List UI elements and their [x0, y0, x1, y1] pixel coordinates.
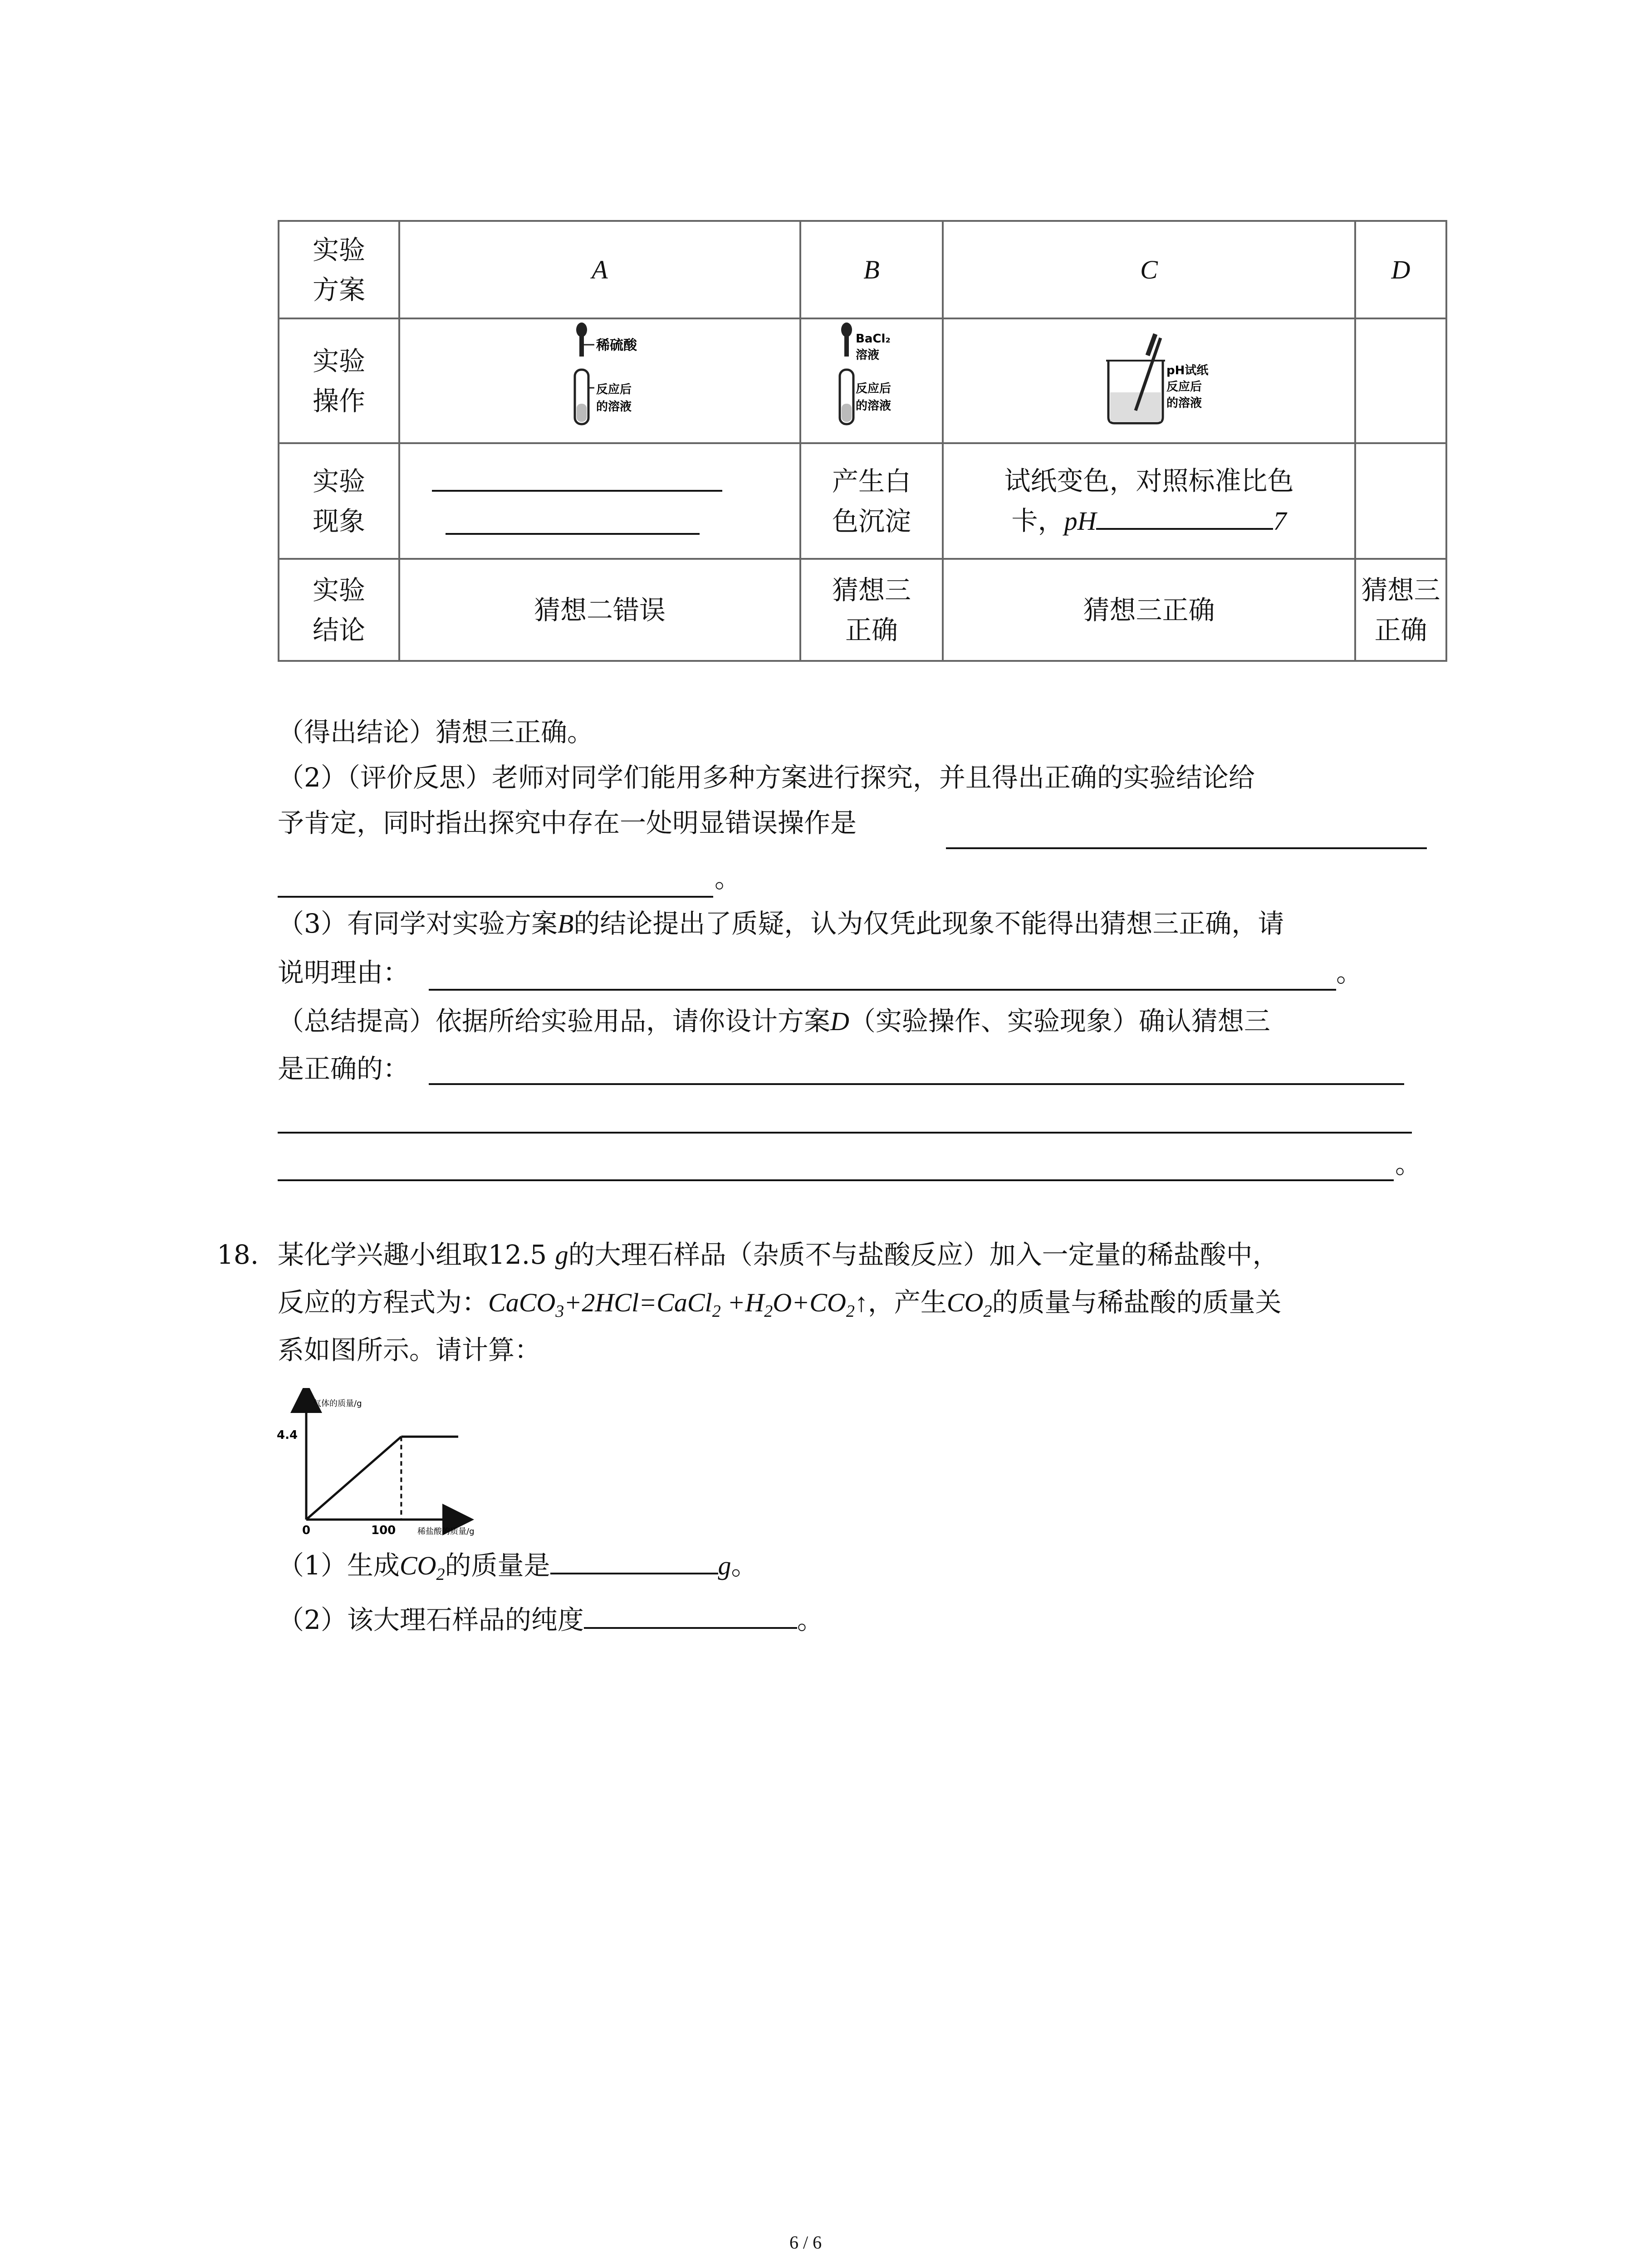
- sub1-unit-g: g: [718, 1551, 731, 1580]
- phenomenon-c-cell: [943, 443, 1355, 559]
- phenomenon-c-ph: pH: [1064, 506, 1097, 536]
- operation-c-cell: [943, 318, 1355, 443]
- q18-unit-g: g: [555, 1240, 568, 1270]
- x-axis-label: 稀盐酸的质量/g: [417, 1527, 475, 1536]
- row-conclusion-label-text: 实验 结论: [312, 574, 365, 645]
- op-c-label-1: pH试纸: [1166, 364, 1208, 377]
- y-tick-4-4: 4.4: [277, 1428, 298, 1442]
- row-operation-label: [279, 318, 399, 443]
- op-c-label-3: 的溶液: [1166, 396, 1202, 410]
- q3-line2: 说明理由：: [278, 957, 410, 988]
- test-tube-dropper-a-icon: [541, 320, 659, 431]
- summary-line1-c: （实验操作、实验现象）确认猜想三: [849, 1006, 1270, 1036]
- phenomenon-b-text: 产生白 色沉淀: [832, 465, 911, 537]
- header-col-b: B: [800, 221, 943, 318]
- phenomenon-a-blanks[interactable]: [400, 449, 799, 553]
- summary-blank-3[interactable]: [278, 1179, 1394, 1181]
- operation-a-cell: [399, 318, 800, 443]
- co2-mass-chart: [268, 1388, 513, 1538]
- sub1-period: 。: [731, 1550, 758, 1581]
- q2-period: 。: [715, 863, 741, 894]
- phenomenon-a-blank-2[interactable]: [446, 533, 700, 535]
- conclusion-d-text: 猜想三 正确: [1361, 574, 1440, 645]
- q18-line1-b: 的大理石样品（杂质不与盐酸反应）加入一定量的稀盐酸中，: [568, 1239, 1279, 1270]
- op-a-bottom-label-1: 反应后: [596, 383, 632, 396]
- operation-d-cell: [1355, 318, 1446, 443]
- phenomenon-a-blank-1[interactable]: [432, 490, 722, 492]
- q18-line3: 系如图所示。请计算：: [278, 1334, 541, 1365]
- summary-period: 。: [1395, 1149, 1422, 1179]
- op-c-label-2: 反应后: [1166, 380, 1202, 394]
- sub1-text: （1）生成$CO_2$的质量是: [278, 1550, 550, 1584]
- phenomenon-c-value: 7: [1273, 506, 1287, 536]
- header-col-d: D: [1355, 221, 1446, 318]
- op-b-bottom-label-1: 反应后: [856, 382, 892, 396]
- q3-scheme-b: B: [557, 909, 574, 938]
- experiment-table: [278, 220, 1447, 662]
- op-a-top-label: 稀硫酸: [596, 337, 637, 353]
- q2-answer-blank-2[interactable]: [278, 896, 713, 898]
- summary-scheme-d: D: [830, 1007, 849, 1036]
- q18-line1-a: 某化学兴趣小组取12.5: [278, 1239, 555, 1270]
- q2-line1: （2）（评价反思）老师对同学们能用多种方案进行探究，并且得出正确的实验结论给: [278, 762, 1255, 793]
- phenomenon-c-line1: 试纸变色，对照标准比色: [1004, 465, 1294, 496]
- phenomenon-c-prefix: 卡，: [1011, 505, 1064, 536]
- row-phenomenon-label-text: 实验 现象: [312, 465, 365, 537]
- conclusion-a-cell: 猜想二错误: [399, 559, 800, 661]
- summary-blank-1[interactable]: [429, 1083, 1404, 1085]
- q3-line1-a: （3）有同学对实验方案: [278, 908, 558, 939]
- test-tube-dropper-b-icon: [819, 320, 924, 431]
- sub2-text: （2）该大理石样品的纯度: [278, 1604, 584, 1635]
- header-col-a: A: [399, 221, 800, 318]
- row-conclusion-label: [279, 559, 399, 661]
- row-operation-label-text: 实验 操作: [312, 345, 365, 416]
- x-tick-100: 100: [371, 1524, 396, 1537]
- summary-blank-2[interactable]: [278, 1132, 1412, 1134]
- q18-equation: CaCO$_3$+2HCl=CaCl$_2$ $+H_2O+CO_2↑$: [488, 1288, 868, 1321]
- q3-period: 。: [1336, 957, 1363, 988]
- operation-b-cell: [800, 318, 943, 443]
- header-label: [279, 221, 399, 318]
- op-b-bottom-label-2: 的溶液: [856, 399, 892, 413]
- q2-line2: 予肯定，同时指出探究中存在一处明显错误操作是: [278, 807, 857, 838]
- phenomenon-d-cell: [1355, 443, 1446, 559]
- summary-line1: [278, 1000, 1270, 1042]
- conclusion-d-cell: [1355, 559, 1446, 661]
- sub2-blank[interactable]: [584, 1600, 797, 1629]
- q2-answer-blank-1[interactable]: [946, 847, 1427, 849]
- phenomenon-a-cell[interactable]: [399, 443, 800, 559]
- phenomenon-b-cell: [800, 443, 943, 559]
- op-b-top-label-2: 溶液: [856, 348, 880, 362]
- conclusion-b-cell: [800, 559, 943, 661]
- reaction-line: [306, 1437, 401, 1520]
- phenomenon-c-line2: [944, 501, 1354, 541]
- x-tick-0: 0: [302, 1524, 311, 1537]
- sub2-period: 。: [797, 1604, 823, 1635]
- op-a-bottom-label-2: 的溶液: [596, 400, 632, 414]
- sub1-blank[interactable]: [550, 1545, 718, 1574]
- sub1-line: [278, 1545, 758, 1595]
- phenomenon-c-ph-blank[interactable]: [1096, 501, 1273, 530]
- conclusion-c-cell: 猜想三正确: [943, 559, 1355, 661]
- header-col-c: C: [943, 221, 1355, 318]
- conclusion-b-text: 猜想三 正确: [832, 574, 911, 645]
- q18-line2: [278, 1281, 1281, 1332]
- q18-number: 18.: [217, 1239, 259, 1270]
- q3-line1: [278, 903, 1284, 945]
- conclusion-text: （得出结论）猜想三正确。: [278, 717, 594, 748]
- summary-line2: 是正确的：: [278, 1053, 410, 1084]
- sub2-line: [278, 1599, 823, 1641]
- row-phenomenon-label: [279, 443, 399, 559]
- q18-line2-b: ，产生$CO_2$的质量与稀盐酸的质量关: [867, 1287, 1282, 1321]
- page-number: 6 / 6: [789, 2232, 822, 2253]
- q18-line1: [278, 1234, 1279, 1276]
- op-b-top-label-1: BaCl₂: [856, 332, 891, 346]
- y-axis-label: 气体的质量/g: [313, 1399, 362, 1408]
- q3-line1-c: 的结论提出了质疑，认为仅凭此现象不能得出猜想三正确，请: [573, 908, 1284, 939]
- beaker-ph-paper-icon: [1081, 320, 1217, 431]
- q18-line2-a: 反应的方程式为：: [278, 1287, 489, 1318]
- summary-line1-a: （总结提高）依据所给实验用品，请你设计方案: [278, 1006, 831, 1036]
- header-label-text: 实验 方案: [312, 234, 365, 305]
- q3-reason-blank[interactable]: [429, 989, 1336, 991]
